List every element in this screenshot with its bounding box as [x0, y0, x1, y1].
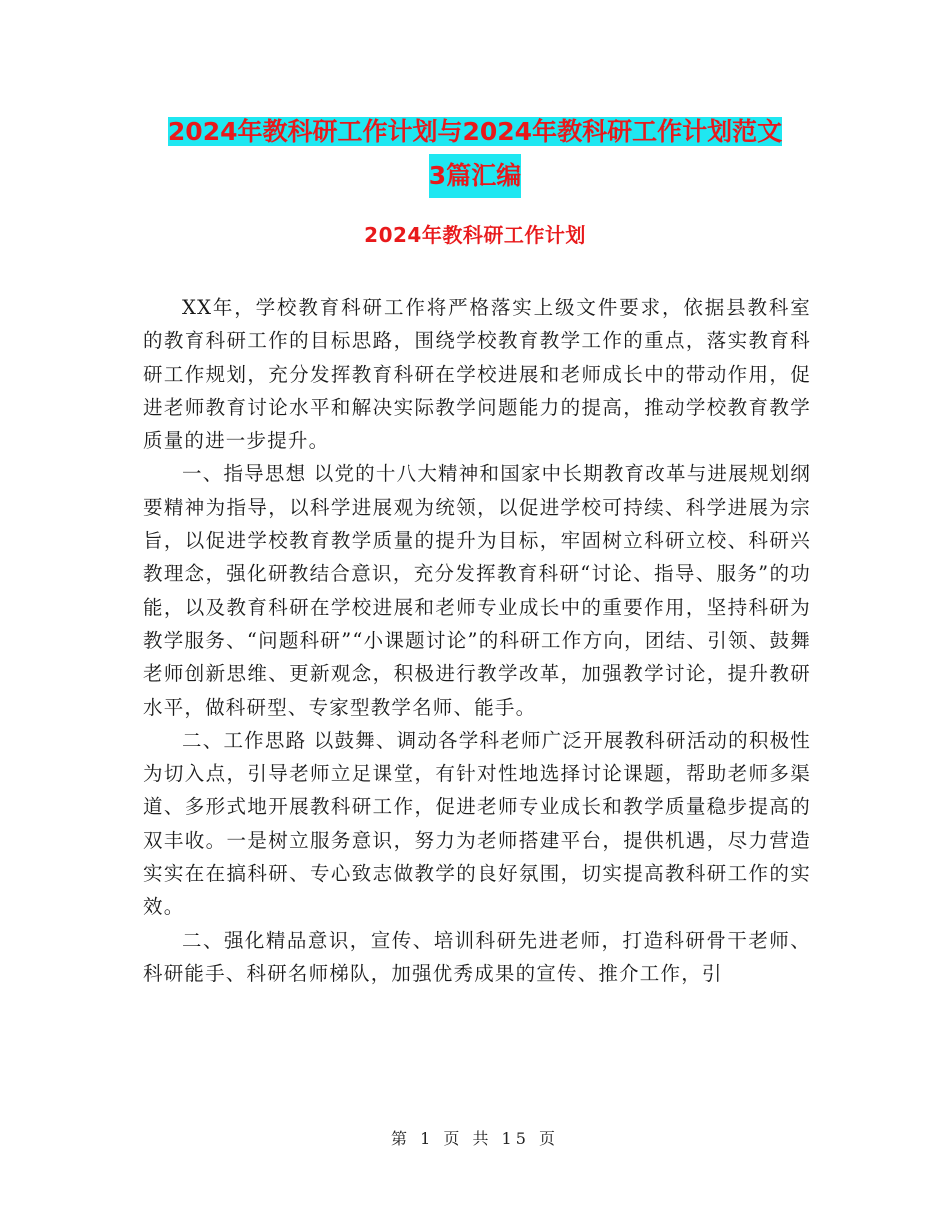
document-title-line-1: 2024年教科研工作计划与2024年教科研工作计划范文	[167, 117, 783, 146]
paragraph-work-approach: 二、工作思路 以鼓舞、调动各学科老师广泛开展教科研活动的积极性为切入点，引导老师立足课堂，有针对性地选择讨论课题，帮助老师多渠道、多形式地开展教科研工作，促进老师专业成长和教学质量稳步提高的双丰收。一是树立服务意识，努力为老师搭建平台，提供机遇，尽力营造实实在在搞科研、专心致志做教学的良好氛围，切实提高教科研工作的实效。	[143, 728, 811, 919]
paragraph-quality-awareness: 二、强化精品意识，宣传、培训科研先进老师，打造科研骨干老师、科研能手、科研名师梯队，加强优秀成果的宣传、推介工作，引	[143, 928, 811, 985]
document-title-line-2: 3篇汇编	[429, 154, 521, 198]
section-heading: 2024年教科研工作计划	[364, 223, 586, 247]
paragraph-guiding-ideology: 一、指导思想 以党的十八大精神和国家中长期教育改革与进展规划纲要精神为指导，以科学进展观为统领，以促进学校可持续、科学进展为宗旨，以促进学校教育教学质量的提升为目标，牢固树立科研立校、科研兴教理念，强化研教结合意识，充分发挥教育科研“讨论、指导、服务”的功能，以及教育科研在学校进展和老师专业成长中的重要作用，坚持科研为教学服务、“问题科研”“小课题讨论”的科研工作方向，团结、引领、鼓舞老师创新思维、更新观念，积极进行教学改革，加强教学讨论，提升教研水平，做科研型、专家型教学名师、能手。	[143, 462, 811, 719]
page-number-footer: 第 1 页 共 15 页	[391, 1129, 559, 1148]
paragraph-intro: XX年，学校教育科研工作将严格落实上级文件要求，依据县教科室的教育科研工作的目标思路，围绕学校教育教学工作的重点，落实教育科研工作规划，充分发挥教育科研在学校进展和老师成长中的带动作用，促进老师教育讨论水平和解决实际教学问题能力的提高，推动学校教育教学质量的进一步提升。	[143, 296, 811, 453]
document-title	[140, 110, 810, 198]
document-body	[143, 291, 811, 990]
